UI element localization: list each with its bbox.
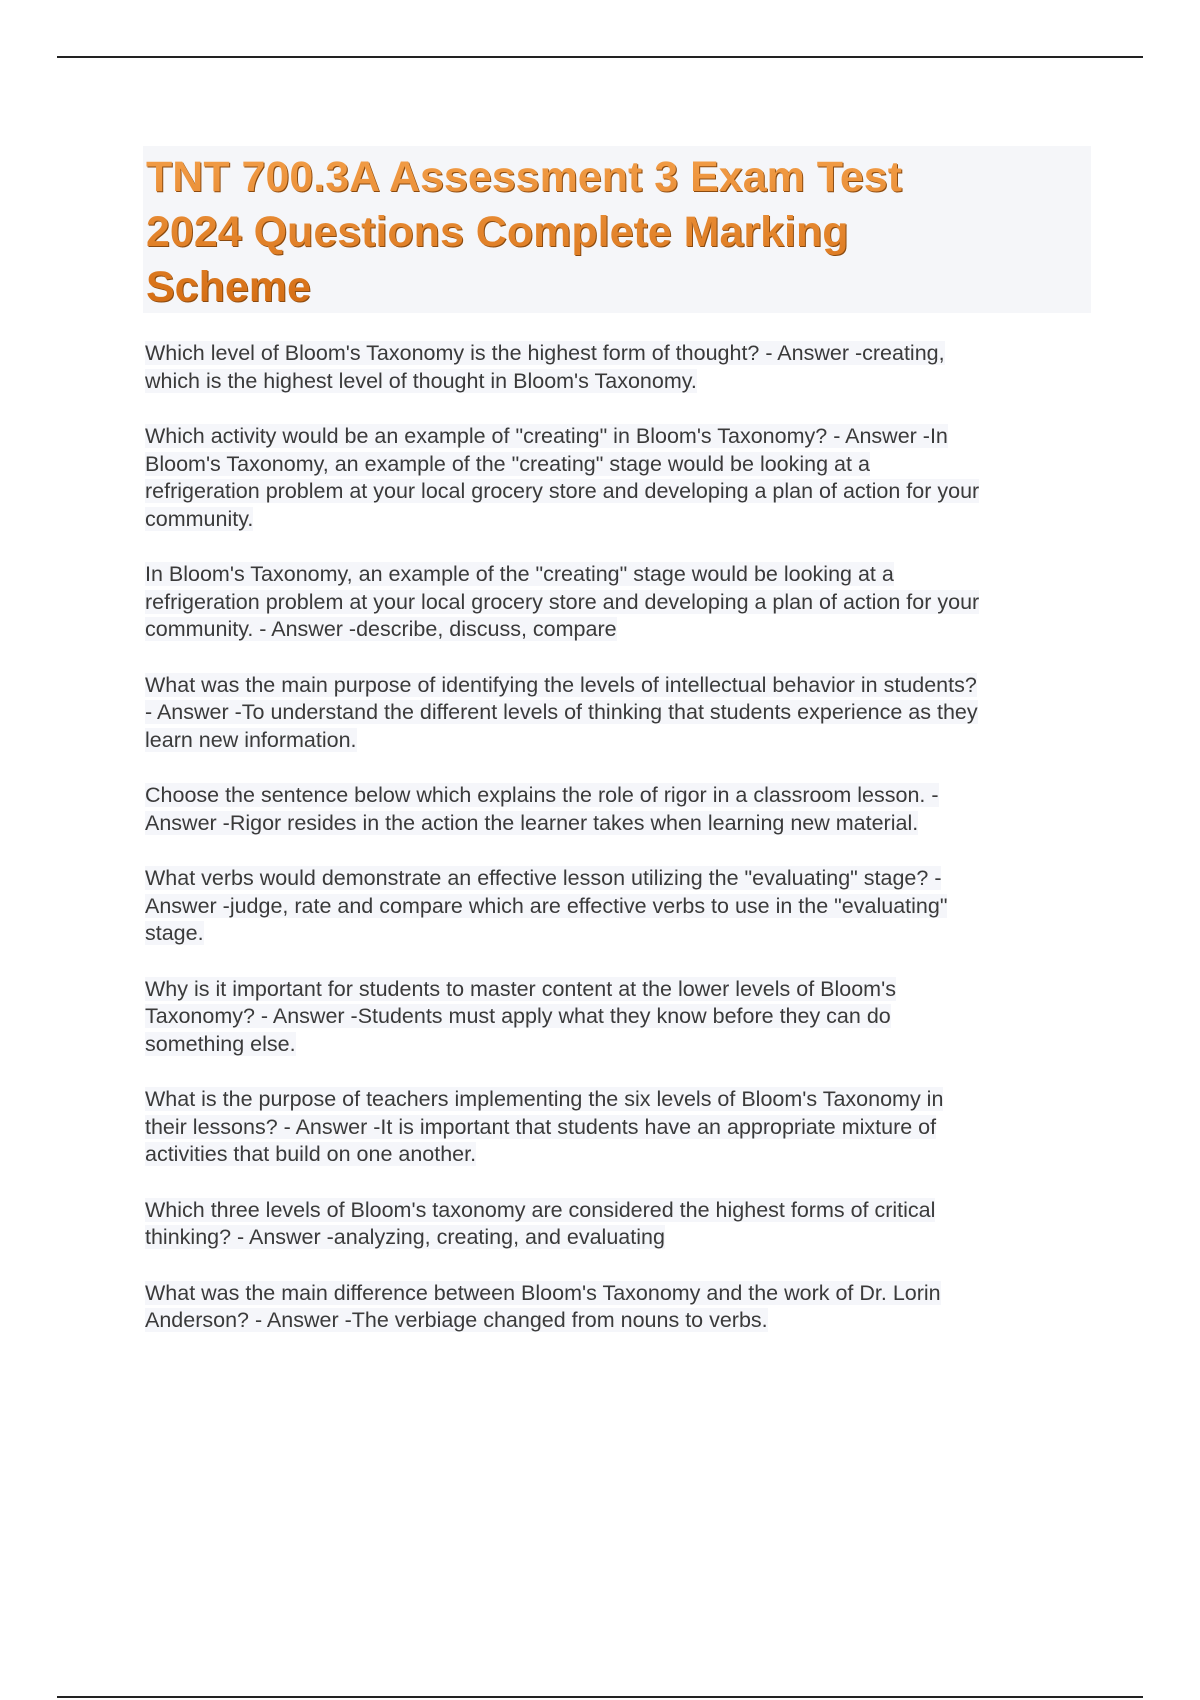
qa-text: Which level of Bloom's Taxonomy is the highest form of thought? - Answer -creating,	[145, 341, 945, 365]
qa-line	[145, 589, 1105, 617]
qa-text: thinking? - Answer -analyzing, creating, and evaluating	[145, 1225, 665, 1249]
qa-text: Taxonomy? - Answer -Students must apply what they know before they can do	[145, 1004, 891, 1028]
qa-line	[145, 1280, 1105, 1308]
qa-item	[145, 782, 1105, 837]
qa-line	[145, 1086, 1105, 1114]
qa-text: - Answer -To understand the different levels of thinking that students experience as they	[145, 700, 978, 724]
qa-line	[145, 506, 1105, 534]
title-line: TNT 700.3A Assessment 3 Exam Test	[146, 153, 903, 201]
qa-text: learn new information.	[145, 727, 357, 752]
qa-text: What was the main difference between Bloom's Taxonomy and the work of Dr. Lorin	[145, 1280, 941, 1305]
qa-line	[145, 893, 1105, 921]
qa-text: Anderson? - Answer -The verbiage changed from nouns to verbs.	[145, 1308, 768, 1332]
qa-text: What was the main purpose of identifying the levels of intellectual behavior in students?	[145, 672, 977, 697]
qa-text: refrigeration problem at your local grocery store and developing a plan of action for your	[145, 589, 980, 614]
title-line: Scheme	[146, 263, 311, 311]
qa-item	[145, 561, 1105, 644]
qa-text: What verbs would demonstrate an effective lesson utilizing the "evaluating" stage? -	[145, 866, 942, 890]
qa-line	[145, 920, 1105, 948]
qa-line	[145, 727, 1105, 755]
qa-item	[145, 976, 1105, 1059]
qa-item	[145, 1086, 1105, 1169]
qa-text: something else.	[145, 1031, 296, 1056]
qa-text: What is the purpose of teachers implementing the six levels of Bloom's Taxonomy in	[145, 1087, 944, 1111]
qa-line	[145, 616, 1105, 644]
qa-text: In Bloom's Taxonomy, an example of the "creating" stage would be looking at a	[145, 562, 894, 586]
qa-item	[145, 865, 1105, 948]
qa-text: which is the highest level of thought in Bloom's Taxonomy.	[145, 368, 697, 393]
qa-text: Which three levels of Bloom's taxonomy are considered the highest forms of critical	[145, 1197, 936, 1222]
qa-line	[145, 672, 1105, 700]
qa-text: Answer -Rigor resides in the action the learner takes when learning new material.	[145, 810, 919, 835]
qa-line	[145, 451, 1105, 479]
qa-line	[145, 1224, 1105, 1252]
qa-text: community. - Answer -describe, discuss, compare	[145, 617, 617, 641]
qa-text: Which activity would be an example of "creating" in Bloom's Taxonomy? - Answer -In	[145, 424, 948, 448]
qa-line	[145, 810, 1105, 838]
qa-line	[145, 782, 1105, 810]
qa-line	[145, 1031, 1105, 1059]
qa-item	[145, 1197, 1105, 1252]
qa-item	[145, 672, 1105, 755]
qa-text: refrigeration problem at your local grocery store and developing a plan of action for your	[145, 479, 980, 503]
qa-item	[145, 1280, 1105, 1335]
top-rule	[57, 56, 1143, 58]
qa-line	[145, 865, 1105, 893]
qa-line	[145, 423, 1105, 451]
title-line: 2024 Questions Complete Marking	[146, 208, 849, 256]
qa-line	[145, 1003, 1105, 1031]
qa-line	[145, 1197, 1105, 1225]
qa-text: stage.	[145, 921, 204, 945]
qa-text: activities that build on one another.	[145, 1142, 477, 1166]
qa-line	[145, 1114, 1105, 1142]
qa-item	[145, 340, 1105, 395]
qa-list	[145, 340, 1105, 1363]
qa-line	[145, 561, 1105, 589]
qa-text: their lessons? - Answer -It is important that students have an appropriate mixture of	[145, 1114, 937, 1139]
qa-line	[145, 699, 1105, 727]
qa-line	[145, 368, 1105, 396]
qa-line	[145, 340, 1105, 368]
qa-line	[145, 1141, 1105, 1169]
qa-text: Choose the sentence below which explains the role of rigor in a classroom lesson. -	[145, 783, 939, 807]
qa-text: Why is it important for students to master content at the lower levels of Bloom's	[145, 976, 896, 1001]
qa-text: community.	[145, 506, 254, 531]
qa-line	[145, 478, 1105, 506]
bottom-rule	[57, 1696, 1143, 1698]
qa-item	[145, 423, 1105, 533]
title-box	[143, 146, 1091, 313]
document-title	[143, 146, 1091, 319]
qa-line	[145, 1307, 1105, 1335]
qa-text: Answer -judge, rate and compare which are effective verbs to use in the "evaluating"	[145, 893, 948, 918]
qa-text: Bloom's Taxonomy, an example of the "creating" stage would be looking at a	[145, 451, 870, 476]
qa-line	[145, 976, 1105, 1004]
